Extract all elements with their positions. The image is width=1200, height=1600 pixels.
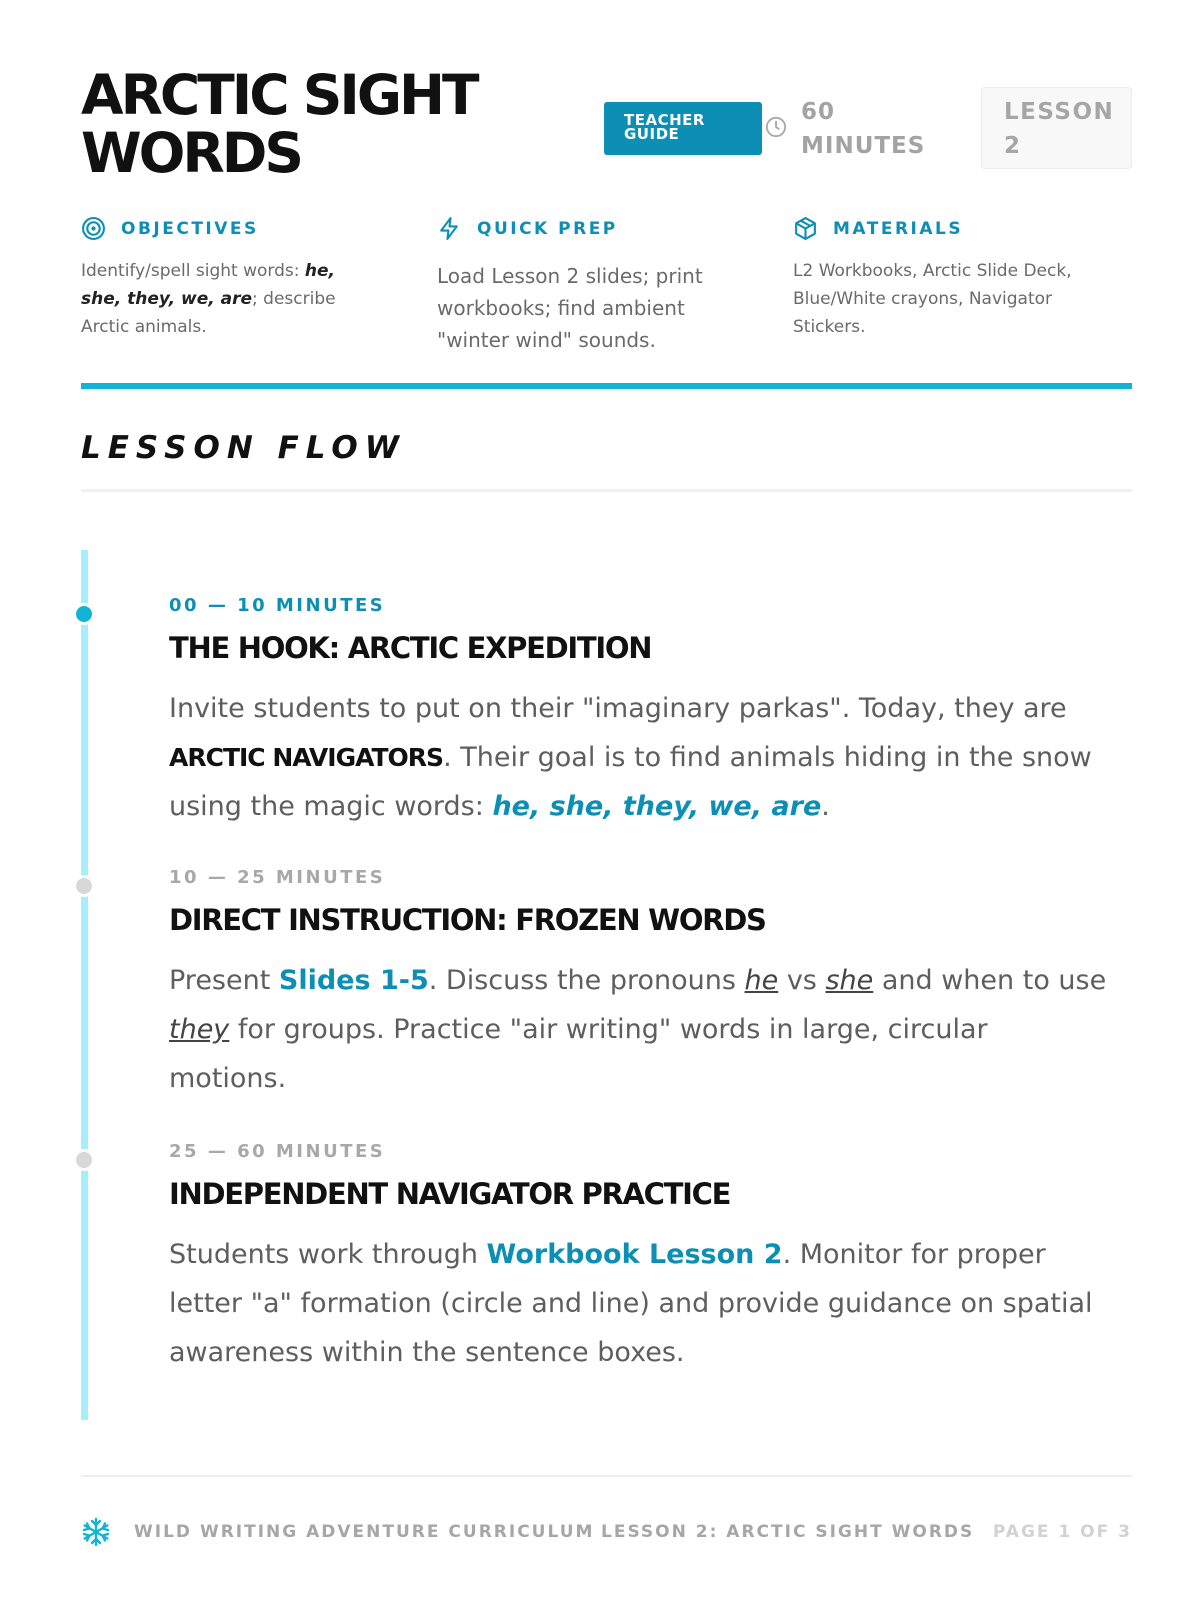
step-text: for groups. Practice "air writing" words in large, circular motions.: [169, 1014, 988, 1094]
target-icon: [81, 216, 106, 241]
step-text: . Their goal is to find animals hiding in the snow using the magic words:: [169, 742, 1092, 822]
step-text: . Monitor for proper letter "a" formation (circle and line) and provide guidance on spatial awareness within the sentence boxes.: [169, 1239, 1093, 1368]
step-text: .: [821, 791, 830, 822]
page-title: [81, 63, 477, 185]
objectives-header: [81, 215, 381, 243]
step-text: Students work through: [169, 1239, 487, 1270]
sight-words-highlight: he, she, they, we, are: [492, 791, 822, 822]
step-title: INDEPENDENT NAVIGATOR PRACTICE: [169, 1177, 731, 1211]
badge-line1: TEACHER: [624, 111, 705, 129]
lesson-number-badge: [981, 87, 1132, 169]
header-divider: [81, 383, 1132, 389]
lesson-page: [81, 0, 1132, 1600]
lesson-number: 2: [1004, 133, 1022, 159]
duration-unit: MINUTES: [801, 133, 926, 159]
timeline-dot: [73, 875, 95, 897]
lesson-step-2: [169, 866, 1109, 1103]
step-description: [169, 1230, 1109, 1377]
clock-icon: [765, 116, 787, 138]
pronoun-they: they: [169, 1014, 230, 1045]
pronoun-he: he: [744, 965, 779, 996]
materials-header: [793, 215, 1093, 243]
step-text: Present: [169, 965, 279, 996]
objectives-text: [81, 257, 381, 341]
badge-line2: GUIDE: [624, 125, 680, 143]
step-text: and when to use: [873, 965, 1107, 996]
step-time: 10 — 25 MINUTES: [169, 867, 386, 888]
objectives-label: OBJECTIVES: [121, 219, 259, 239]
section-divider: [81, 489, 1132, 492]
step-title: DIRECT INSTRUCTION: FROZEN WORDS: [169, 903, 766, 937]
timeline-bar: [81, 550, 88, 1420]
footer-page-number: PAGE 1 OF 3: [992, 1522, 1132, 1542]
step-description: [169, 684, 1109, 831]
objectives-sight-words: he, she, they, we, are: [81, 261, 335, 309]
lightning-icon: [437, 216, 462, 241]
step-time: 25 — 60 MINUTES: [169, 1141, 386, 1162]
page-title-line2: WORDS: [81, 121, 302, 185]
step-text: Invite students to put on their "imaginary parkas". Today, they are: [169, 693, 1067, 724]
box-icon: [793, 216, 818, 241]
quick-prep-header: [437, 215, 737, 243]
duration-value: 60: [801, 99, 836, 125]
objectives-text-suffix: ; describe Arctic animals.: [81, 289, 336, 337]
step-text: . Discuss the pronouns: [428, 965, 745, 996]
materials-label: MATERIALS: [833, 219, 964, 239]
lesson-step-3: [169, 1140, 1109, 1377]
timeline-dot-active: [73, 603, 95, 625]
step-text: vs: [778, 965, 826, 996]
pronoun-she: she: [825, 965, 874, 996]
footer-lesson: LESSON 2: ARCTIC SIGHT WORDS: [601, 1522, 975, 1542]
duration-label: [801, 95, 925, 163]
lesson-flow-title: LESSON FLOW: [81, 430, 406, 466]
step-title: THE HOOK: ARCTIC EXPEDITION: [169, 631, 652, 665]
quick-prep-text: Load Lesson 2 slides; print workbooks; find ambient "winter wind" sounds.: [437, 264, 703, 352]
page-title-line1: ARCTIC SIGHT: [81, 63, 477, 127]
materials-section: [793, 215, 1093, 341]
objectives-text-prefix: Identify/spell sight words:: [81, 261, 305, 281]
timeline-dot: [73, 1149, 95, 1171]
objectives-section: [81, 215, 381, 341]
materials-text: L2 Workbooks, Arctic Slide Deck, Blue/White crayons, Navigator Stickers.: [793, 261, 1072, 337]
slides-reference: Slides 1-5: [278, 965, 429, 996]
workbook-reference: Workbook Lesson 2: [486, 1239, 783, 1270]
quick-prep-section: [437, 215, 737, 356]
step-time: 00 — 10 MINUTES: [169, 595, 386, 616]
step-emphasis: ARCTIC NAVIGATORS: [169, 743, 444, 772]
lesson-step-1: [169, 594, 1109, 831]
snowflake-icon: [81, 1517, 111, 1547]
footer-divider: [81, 1475, 1132, 1477]
quick-prep-label: QUICK PREP: [477, 219, 618, 239]
footer-curriculum: WILD WRITING ADVENTURE CURRICULUM: [134, 1522, 595, 1542]
lesson-label: LESSON: [1004, 99, 1115, 125]
step-description: [169, 956, 1109, 1103]
teacher-guide-badge: [604, 102, 762, 155]
